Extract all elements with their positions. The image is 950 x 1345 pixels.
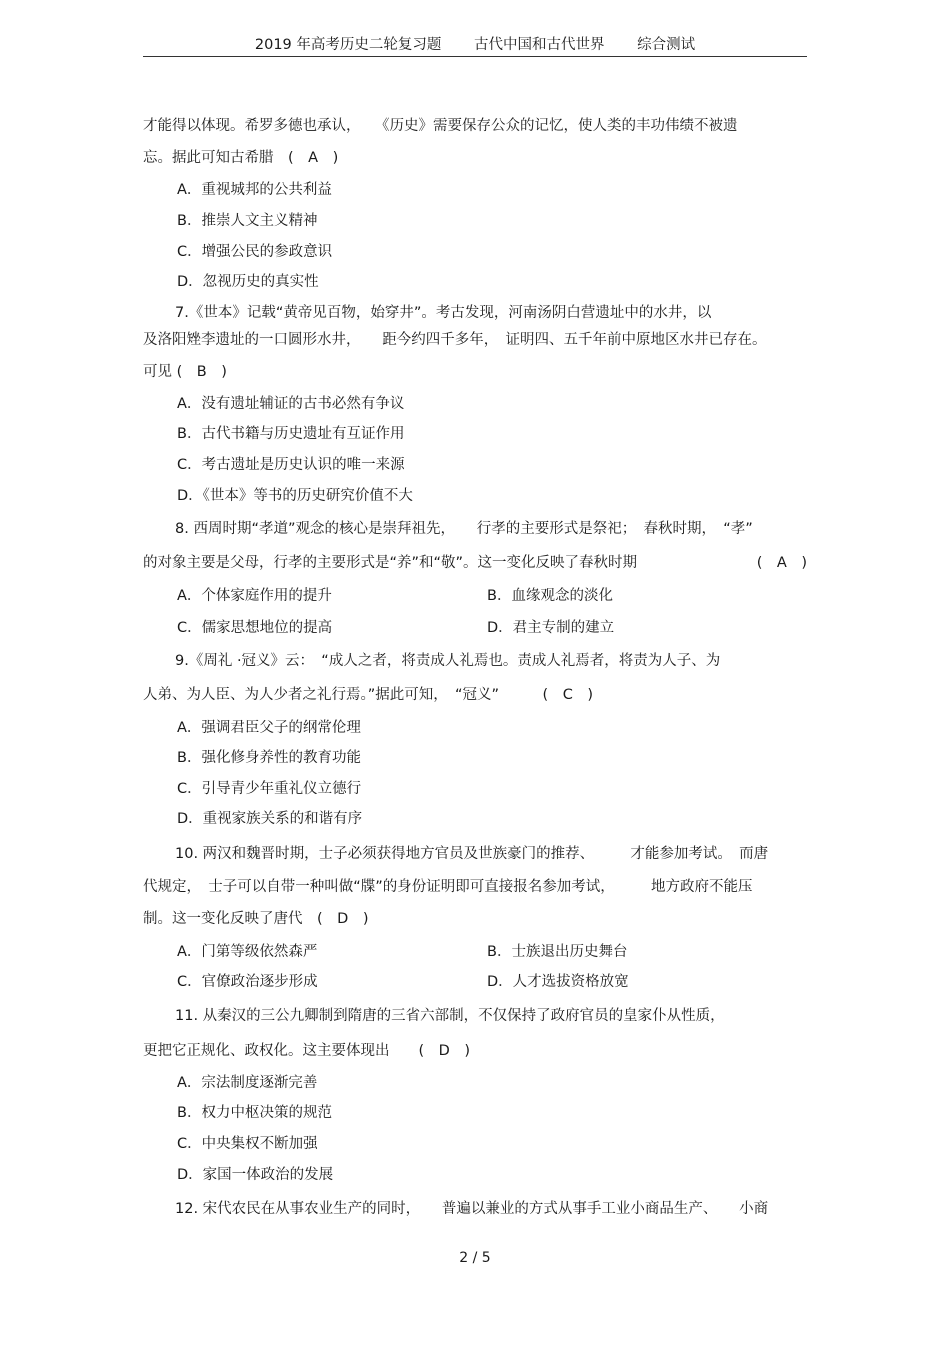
q7-option-a: A．没有遗址辅证的古书必然有争议 — [177, 396, 405, 412]
q8-stem-line2 — [143, 552, 807, 574]
q8-stem-line1: 8. 西周时期“孝道”观念的核心是崇拜祖先， 行孝的主要形式是祭祀； 春秋时期， “孝” — [175, 521, 753, 537]
q11-option-a: A．宗法制度逐渐完善 — [177, 1075, 318, 1091]
q12-stem-line1: 12. 宋代农民在从事农业生产的同时， 普遍以兼业的方式从事手工业小商品生产、 小商 — [175, 1201, 769, 1217]
q6-option-d: D．忽视历史的真实性 — [177, 274, 319, 290]
q11-stem-line1: 11. 从秦汉的三公九卿制到隋唐的三省六部制，不仅保持了政府官员的皇家仆从性质， — [175, 1008, 725, 1024]
q9-option-d: D．重视家族关系的和谐有序 — [177, 811, 363, 827]
q6-option-a: A．重视城邦的公共利益 — [177, 182, 332, 198]
q10-option-c: C．官僚政治逐步形成 — [177, 974, 318, 990]
q8-option-c: C．儒家思想地位的提高 — [177, 620, 333, 636]
q8-stem-text: 的对象主要是父母，行孝的主要形式是“养”和“敬”。这一变化反映了春秋时期 — [143, 555, 638, 571]
q7-option-b: B．古代书籍与历史遗址有互证作用 — [177, 426, 405, 442]
header-test-type: 综合测试 — [637, 37, 696, 53]
q6-stem-line1: 才能得以体现。希罗多德也承认， 《历史》需要保存公众的记忆，使人类的丰功伟绩不被遗 — [143, 118, 738, 134]
q6-option-c: C．增强公民的参政意识 — [177, 244, 333, 260]
q11-option-c: C．中央集权不断加强 — [177, 1136, 318, 1152]
q6-stem-line2: 忘。据此可知古希腊 ( A ) — [143, 150, 339, 166]
q9-option-c: C．引导青少年重礼仪立德行 — [177, 781, 362, 797]
q10-stem-line2: 代规定， 士子可以自带一种叫做“牒”的身份证明即可直接报名参加考试， 地方政府不能压 — [143, 879, 753, 895]
q9-option-b: B．强化修身养性的教育功能 — [177, 750, 361, 766]
header-exam-title: 2019 年高考历史二轮复习题 — [254, 37, 442, 53]
q9-option-a: A．强调君臣父子的纲常伦理 — [177, 720, 361, 736]
q10-option-b: B．士族退出历史舞台 — [487, 944, 628, 960]
q7-option-d: D．《世本》等书的历史研究价值不大 — [177, 488, 413, 504]
q10-stem-line3: 制。这一变化反映了唐代 ( D ) — [143, 911, 369, 927]
q9-stem-line1: 9.《周礼 ·冠义》云： “成人之者，将责成人礼焉也。责成人礼焉者，将责为人子、为 — [175, 653, 721, 669]
q9-stem-line2: 人弟、为人臣、为人少者之礼行焉。”据此可知， “冠义” ( C ) — [143, 687, 593, 703]
header-topic: 古代中国和古代世界 — [474, 37, 605, 53]
q7-stem-line2: 及洛阳矬李遗址的一口圆形水井， 距今约四千多年， 证明四、五千年前中原地区水井已存在。 — [143, 332, 767, 348]
page-number: 2 / 5 — [459, 1250, 491, 1266]
q8-option-b: B．血缘观念的淡化 — [487, 588, 613, 604]
q8-answer: ( A ) — [756, 555, 807, 571]
q11-option-d: D．家国一体政治的发展 — [177, 1167, 334, 1183]
q7-stem-line1: 7.《世本》记载“黄帝见百物，始穿井”。考古发现，河南汤阴白营遗址中的水井，以 — [175, 305, 712, 321]
page-header — [143, 34, 807, 57]
q8-option-d: D．君主专制的建立 — [487, 620, 615, 636]
q11-stem-line2: 更把它正规化、政权化。这主要体现出 ( D ) — [143, 1043, 470, 1059]
q8-option-a: A．个体家庭作用的提升 — [177, 588, 332, 604]
q7-option-c: C．考古遗址是历史认识的唯一来源 — [177, 457, 405, 473]
q11-option-b: B．权力中枢决策的规范 — [177, 1105, 332, 1121]
q6-option-b: B．推崇人文主义精神 — [177, 213, 318, 229]
q10-option-a: A．门第等级依然森严 — [177, 944, 318, 960]
q10-option-d: D．人才选拔资格放宽 — [487, 974, 629, 990]
q10-stem-line1: 10. 两汉和魏晋时期，士子必须获得地方官员及世族豪门的推荐、 才能参加考试。 而唐 — [175, 846, 769, 862]
q7-stem-line3: 可见 ( B ) — [143, 364, 227, 380]
